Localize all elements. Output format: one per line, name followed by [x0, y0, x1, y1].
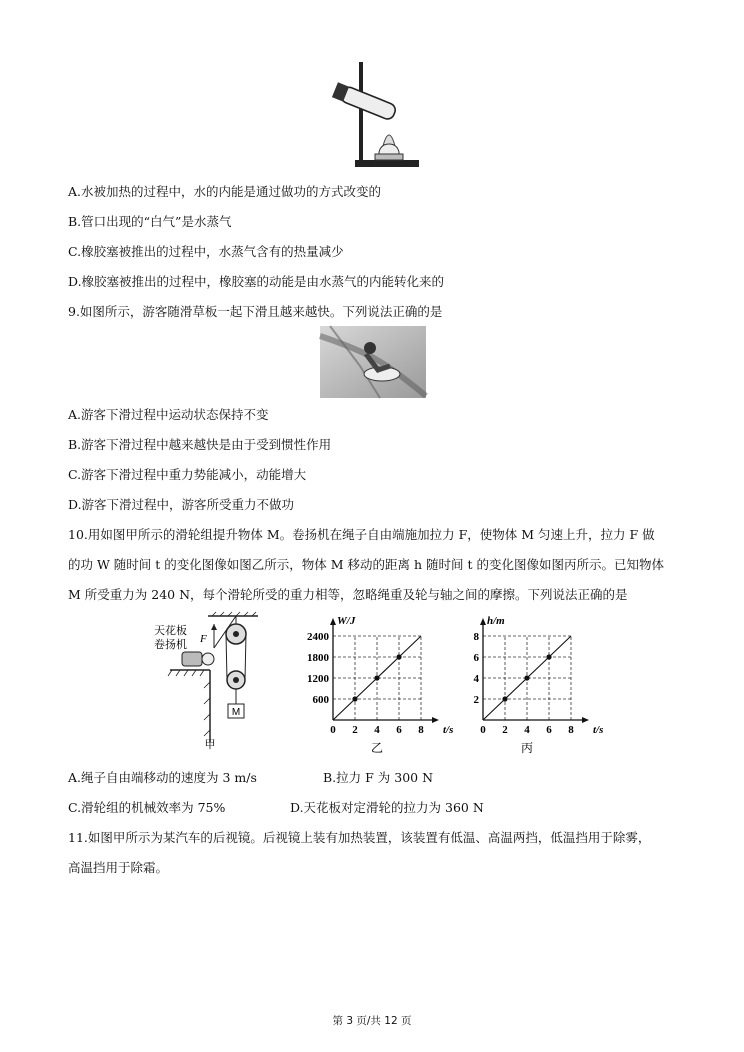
winch-label: 卷扬机	[154, 638, 187, 651]
q11-stem-line2: 高温挡用于除霜。	[68, 860, 169, 875]
q10-stem-line1: 10.用如图甲所示的滑轮组提升物体 M。卷扬机在绳子自由端施加拉力 F，使物体 M 匀速上升，拉力 F 做	[68, 527, 655, 542]
y-tick-label: 4	[473, 673, 479, 685]
q8-option-d: D.橡胶塞被推出的过程中，橡胶塞的动能是由水蒸气的内能转化来的	[68, 274, 445, 289]
data-point	[374, 675, 379, 680]
data-point	[352, 696, 357, 701]
y-axis-label: W/J	[337, 615, 356, 627]
y-tick-label: 600	[312, 694, 329, 706]
y-axis-arrow	[480, 618, 486, 625]
y-tick-label: 2400	[307, 631, 329, 643]
q9-stem: 9.如图所示，游客随滑草板一起下滑且越来越快。下列说法正确的是	[68, 304, 443, 319]
pulley-system-figure	[148, 612, 264, 752]
y-tick-label: 6	[473, 652, 479, 664]
q10-option-b: B.拉力 F 为 300 N	[323, 770, 434, 785]
q9-option-a: A.游客下滑过程中运动状态保持不变	[68, 407, 269, 422]
x-tick-label: 6	[546, 724, 552, 736]
x-axis-arrow	[582, 717, 589, 723]
x-axis-arrow	[432, 717, 439, 723]
chart-caption: 丙	[520, 741, 534, 755]
x-axis-label: t/s	[593, 724, 604, 736]
x-tick-label: 4	[524, 724, 530, 736]
y-tick-label: 1200	[307, 673, 329, 685]
height-time-chart	[455, 612, 605, 754]
q10-stem-line3: M 所受重力为 240 N，每个滑轮所受的重力相等，忽略绳重及轮与轴之间的摩擦。下列说法正确的是	[68, 587, 628, 602]
q8-option-c: C.橡胶塞被推出的过程中，水蒸气含有的热量减少	[68, 244, 344, 259]
q11-stem-line1: 11.如图甲所示为某汽车的后视镜。后视镜上装有加热装置，该装置有低温、高温两挡，低温挡用于除雾，	[68, 830, 651, 845]
q10-option-d: D.天花板对定滑轮的拉力为 360 N	[290, 800, 484, 815]
page-footer: 第 3 页/共 12 页	[332, 1015, 412, 1027]
x-tick-label: 8	[568, 724, 574, 736]
x-tick-label: 2	[352, 724, 358, 736]
figure-jia-caption: 甲	[204, 738, 216, 751]
q10-option-c: C.滑轮组的机械效率为 75%	[68, 800, 226, 815]
y-axis-arrow	[330, 618, 336, 625]
x-tick-label: 6	[396, 724, 402, 736]
x-tick-label: 0	[330, 724, 336, 736]
work-time-chart	[295, 612, 454, 755]
x-tick-label: 2	[502, 724, 508, 736]
test-tube-heating-figure	[325, 60, 425, 172]
data-point	[546, 654, 551, 659]
pulley-mass-label: M	[231, 707, 241, 718]
y-axis-label: h/m	[487, 615, 505, 627]
y-tick-label: 1800	[307, 652, 329, 664]
q8-option-a: A.水被加热的过程中，水的内能是通过做功的方式改变的	[68, 184, 382, 199]
data-point	[502, 696, 507, 701]
q9-option-c: C.游客下滑过程中重力势能减小，动能增大	[68, 467, 307, 482]
q8-option-b: B.管口出现的“白气”是水蒸气	[68, 214, 232, 229]
x-tick-label: 4	[374, 724, 380, 736]
ceiling-label: 天花板	[154, 624, 187, 637]
chart-caption: 乙	[370, 741, 384, 755]
data-point	[524, 675, 529, 680]
data-point	[396, 654, 401, 659]
x-axis-label: t/s	[443, 724, 454, 736]
y-tick-label: 8	[473, 631, 479, 643]
x-tick-label: 8	[418, 724, 424, 736]
y-tick-label: 2	[473, 694, 479, 706]
force-label: F	[200, 633, 207, 645]
q10-option-a: A.绳子自由端移动的速度为 3 m/s	[68, 770, 257, 785]
q9-option-d: D.游客下滑过程中，游客所受重力不做功	[68, 497, 295, 512]
q10-stem-line2: 的功 W 随时间 t 的变化图像如图乙所示，物体 M 移动的距离 h 随时间 t 的变化图像如图丙所示。已知物体	[68, 557, 664, 572]
x-tick-label: 0	[480, 724, 486, 736]
grass-sled-photo	[320, 326, 426, 398]
q9-option-b: B.游客下滑过程中越来越快是由于受到惯性作用	[68, 437, 332, 452]
